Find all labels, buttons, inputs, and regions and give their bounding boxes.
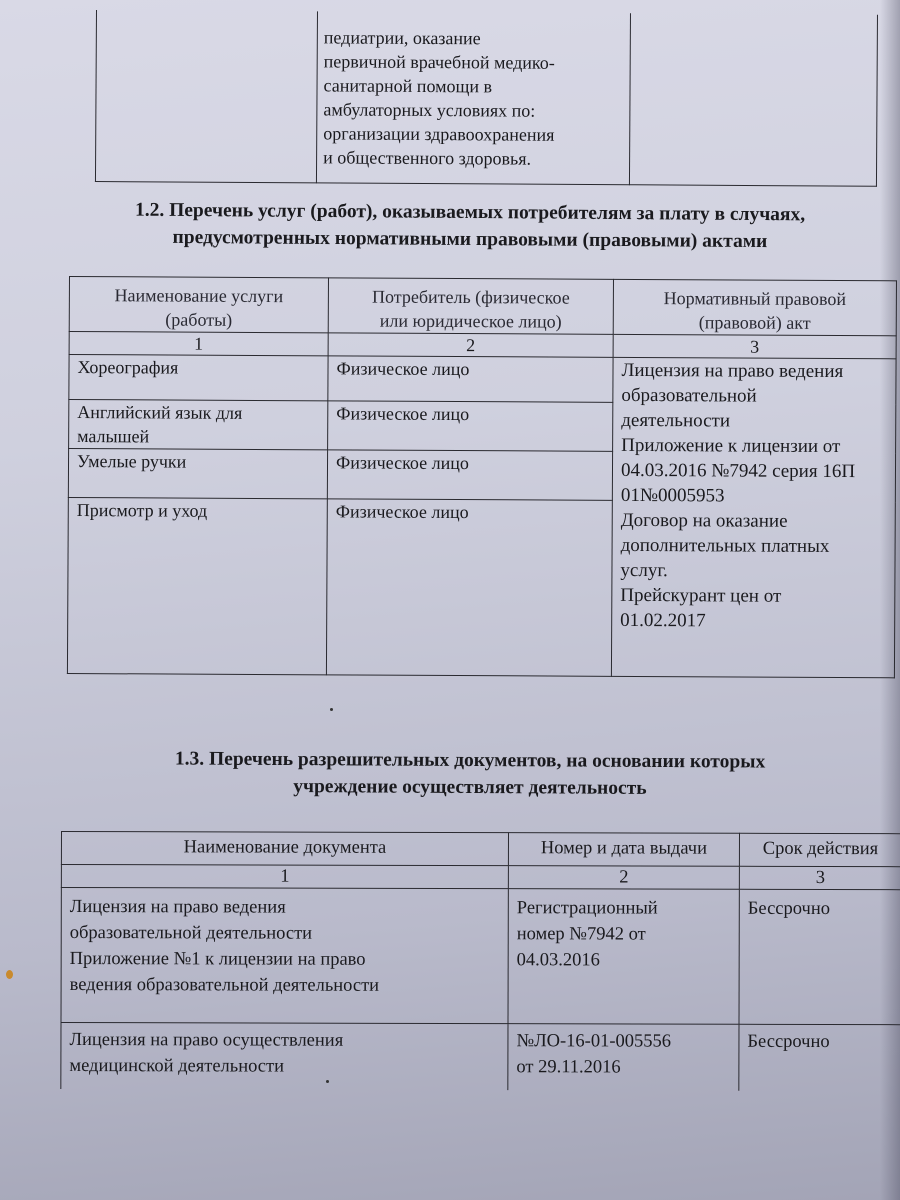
fragment-cell-text xyxy=(316,11,630,184)
previous-table-fragment xyxy=(95,10,878,187)
column-number: 3 xyxy=(739,866,900,889)
fragment-continued-text: педиатрии, оказание первичной врачебной медико- санитарной помощи в амбулаторных условиях по: организации здравоохранения и общественного здоровья. xyxy=(323,27,555,169)
table-row xyxy=(69,355,896,404)
paid-services-table xyxy=(67,276,897,678)
column-header-number-date: Номер и дата выдачи xyxy=(508,833,739,867)
paper-speck xyxy=(326,1080,329,1083)
column-number: 1 xyxy=(61,865,508,889)
document-validity: Бессрочно xyxy=(739,889,900,1024)
service-name: Хореография xyxy=(69,355,328,401)
document-name: Лицензия на право осуществления медицинской деятельности xyxy=(61,1023,508,1091)
document-validity: Бессрочно xyxy=(739,1024,900,1091)
column-header-service: Наименование услуги (работы) xyxy=(69,277,328,333)
consumer-type: Физическое лицо xyxy=(328,401,613,451)
document-number-date: Регистрационный номер №7942 от 04.03.2016 xyxy=(508,889,739,1025)
column-number: 2 xyxy=(328,333,613,357)
fragment-cell-empty-right xyxy=(629,13,877,186)
column-header-validity: Срок действия xyxy=(739,833,900,866)
column-header-legal-act: Нормативный правовой (правовой) акт xyxy=(613,279,896,335)
service-name: Умелые ручки xyxy=(68,449,327,499)
column-number: 3 xyxy=(613,334,896,358)
table-row xyxy=(61,1023,900,1092)
column-header-document: Наименование документа xyxy=(61,832,508,866)
document-name: Лицензия на право ведения образовательной деятельности Приложение №1 к лицензии на право ведения образовательной деятельности xyxy=(61,888,508,1024)
column-number-row xyxy=(61,865,900,890)
permits-table xyxy=(60,831,900,1091)
section-1-2-heading: 1.2. Перечень услуг (работ), оказываемых потребителям за плату в случаях, предусмотренных нормативными правовыми (правовыми) актами xyxy=(134,199,806,253)
paper-speck xyxy=(330,708,333,711)
table-header-row xyxy=(69,277,896,336)
table-row xyxy=(61,888,900,1025)
legal-act-cell: Лицензия на право ведения образовательной деятельности Приложение к лицензии от 04.03.2016 №7942 серия 16П 01№0005953 Договор на оказание дополнительных платных услуг. Прейскурант цен от 01.02.2017 xyxy=(611,357,896,677)
fragment-cell-empty-left xyxy=(95,10,317,183)
table-row xyxy=(95,10,877,186)
column-number: 1 xyxy=(69,332,328,356)
table-header-row xyxy=(61,832,900,867)
document-number-date: №ЛО-16-01-005556 от 29.11.2016 xyxy=(508,1024,739,1091)
paper-stain xyxy=(6,970,13,979)
column-header-consumer: Потребитель (физическое или юридическое лицо) xyxy=(328,278,613,334)
column-number: 2 xyxy=(508,866,739,890)
consumer-type: Физическое лицо xyxy=(327,450,612,500)
consumer-type: Физическое лицо xyxy=(326,499,612,676)
consumer-type: Физическое лицо xyxy=(328,356,613,402)
service-name: Присмотр и уход xyxy=(67,497,327,674)
service-name: Английский язык для малышей xyxy=(69,400,328,450)
section-1-3-heading: 1.3. Перечень разрешительных документов, на основании которых учреждение осуществляет деятельность xyxy=(174,748,766,799)
